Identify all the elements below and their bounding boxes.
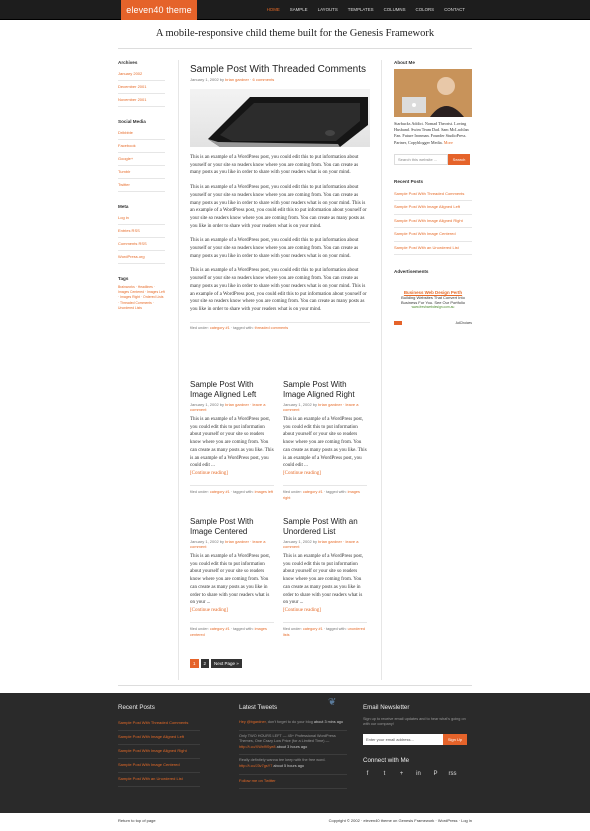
post-footer: [190, 322, 370, 330]
column-divider: [381, 60, 382, 680]
post-author-link[interactable]: brian gardner: [225, 402, 249, 407]
post-excerpt: This is an example of a WordPress post, you could edit this to put information about yourself or your site so readers know where you are coming from. You can create as many posts as you like in order to share with your readers what is on your ...: [283, 554, 364, 606]
tweet-time: about 3 hours ago: [276, 744, 308, 749]
tagged-label: · tagged with:: [230, 626, 254, 631]
post-comments-link[interactable]: · leave a comment: [283, 402, 359, 412]
meta-link-comments-rss[interactable]: Comments RSS: [118, 238, 165, 251]
recent-posts-heading: Recent Posts: [394, 178, 424, 184]
column-divider: [178, 60, 179, 680]
post-title[interactable]: Sample Post With Image Aligned Right: [283, 380, 355, 399]
tweet-text: don't forget to do your blog: [267, 720, 313, 724]
grid-post: [283, 517, 367, 638]
post-footer: [190, 485, 274, 495]
social-link-dribbble[interactable]: Dribbble: [118, 127, 165, 140]
ad-footer: [394, 321, 472, 325]
post-excerpt: This is an example of a WordPress post, you could edit this to put information about yourself or your site so readers know where you are coming from. You can create as many posts as you like in order to share with your readers what is on your ...: [190, 554, 271, 606]
post-date: January 1, 2002 by: [283, 539, 318, 544]
category-link[interactable]: category #1: [209, 325, 230, 330]
tweet-link[interactable]: http://t.co/XWxf9Sye8: [239, 744, 276, 749]
post-image-phone: [190, 89, 370, 147]
nav-contact[interactable]: CONTACT: [444, 7, 465, 12]
category-link[interactable]: category #1: [209, 489, 230, 494]
post-excerpt: This is an example of a WordPress post, you could edit this to put information about yourself or your site so readers know where you are coming from. You can create as many posts as you like. This is an example of a WordPress post, you could edit ...: [190, 417, 274, 469]
post-footer: [283, 485, 367, 501]
post-title[interactable]: Sample Post With an Unordered List: [283, 517, 358, 536]
nav-home[interactable]: HOME: [266, 7, 280, 12]
tweet-time: about 5 hours ago: [273, 763, 305, 768]
grid-post: [190, 517, 274, 638]
tweet-text: Really definitely wanna tee keep with the free word.: [239, 758, 326, 763]
post-paragraph: This is an example of a WordPress post, you could edit this to put information about yourself or your site so readers know where you are coming from. You can create as many posts as you like in order to share with your readers what is on your mind.: [190, 155, 359, 176]
post-meta: [283, 539, 367, 549]
archive-link[interactable]: January 2002: [118, 68, 165, 81]
tag-cloud[interactable]: Brainworks · Headlines · Images Centered · Images Left · Images Right · Ordered Lists · Threaded Comments · Unordered Lists: [118, 285, 165, 310]
avatar-photo: [394, 69, 472, 117]
meta-link-entries-rss[interactable]: Entries RSS: [118, 225, 165, 238]
footer-post-link[interactable]: Sample Post With an Unordered List: [118, 773, 200, 787]
ad-url[interactable]: www.freshwebdesign.com.au: [411, 305, 455, 310]
post-title[interactable]: Sample Post With Image Aligned Left: [190, 380, 257, 399]
post-author-link[interactable]: brian gardner: [225, 539, 249, 544]
continue-reading-link[interactable]: [Continue reading]: [190, 607, 228, 613]
post-meta: [190, 402, 274, 412]
footer-post-link[interactable]: Sample Post With Threaded Comments: [118, 717, 200, 731]
post-title[interactable]: Sample Post With Image Centered: [190, 517, 254, 536]
follow-twitter-link[interactable]: Follow me on Twitter: [239, 775, 347, 789]
bird-icon: ❦: [328, 697, 337, 708]
post-meta: January 1, 2002 by brian gardner · 6 comments: [190, 77, 275, 82]
continue-reading-link[interactable]: [Continue reading]: [283, 607, 321, 613]
bio-text: Starbucks Addict. Nomad Theorist. Loving Husband. Swim Team Dad. Sam McLachlan Fan. Future Ironman. Founder StudioPress. Partner, Copyblogger Media.: [394, 121, 469, 145]
main-nav: [262, 0, 470, 20]
meta-heading: Meta: [118, 204, 129, 209]
tweet-handle-link[interactable]: Hey @bgardner,: [239, 720, 267, 724]
left-sidebar: [118, 60, 165, 323]
post-title[interactable]: Sample Post With Threaded Comments: [190, 64, 367, 75]
post-author-link[interactable]: brian gardner: [318, 539, 342, 544]
post-date: January 1, 2002 by: [190, 402, 225, 407]
tag-link[interactable]: images centered: [190, 626, 267, 637]
social-link-facebook[interactable]: Facebook: [118, 140, 165, 153]
page-1-button[interactable]: 1: [190, 659, 199, 668]
linkedin-icon[interactable]: in: [416, 770, 421, 777]
archive-link[interactable]: December 2001: [118, 81, 165, 94]
tagged-label: · tagged with:: [323, 489, 347, 494]
footer-post-link[interactable]: Sample Post With Image Aligned Left: [118, 731, 200, 745]
footer-recent-heading: Recent Posts: [118, 704, 155, 711]
post-paragraph: This is an example of a WordPress post, you could edit this to put information about yourself or your site so readers know where you are coming from. You can create as many posts as you like in order to share with your readers what is on your mind. This is an example of a WordPress post, you could edit this to put information about yourself or your site so readers know where you are coming from. You can create as many posts as you like in order to share with your readers what is on your mind.: [190, 185, 367, 229]
post-date: January 1, 2002 by: [283, 402, 318, 407]
post-comments-link[interactable]: 6 comments: [252, 77, 275, 82]
recent-post-link[interactable]: Sample Post With Threaded Comments: [394, 188, 472, 202]
tagged-label: · tagged with:: [323, 626, 347, 631]
divider: [118, 685, 472, 686]
search-input[interactable]: Search this website ...: [394, 154, 448, 165]
tweet: [239, 717, 347, 731]
ad-title[interactable]: Business Web Design Perth: [403, 290, 463, 296]
tweets-heading: Latest Tweets: [239, 704, 278, 711]
filed-label: filed under:: [190, 489, 209, 494]
post-author-link[interactable]: brian gardner: [318, 402, 342, 407]
tag-link[interactable]: unordered lists: [283, 626, 365, 637]
copyright-text: Copyright © 2002 · eleven40 theme on Genesis Framework · WordPress · Log in: [328, 818, 472, 823]
post-date: January 1, 2002 by: [190, 77, 225, 82]
newsletter-form: [363, 734, 473, 745]
tag-link[interactable]: images left: [254, 489, 273, 494]
search-form: [394, 154, 472, 165]
post-footer: [283, 622, 367, 638]
recent-post-link[interactable]: Sample Post With Image Aligned Left: [394, 201, 472, 215]
nav-layouts[interactable]: LAYOUTS: [317, 7, 338, 12]
social-link-tumblr[interactable]: Tumblr: [118, 166, 165, 179]
meta-link-login[interactable]: Log in: [118, 212, 165, 225]
right-sidebar: [394, 60, 472, 325]
post-comments-link[interactable]: · leave a comment: [190, 539, 266, 549]
continue-reading-link[interactable]: [Continue reading]: [190, 470, 228, 476]
category-link[interactable]: category #1: [209, 626, 230, 631]
tags-heading: Tags: [118, 276, 129, 281]
filed-label: filed under:: [190, 626, 209, 631]
tweet: [239, 755, 347, 774]
pinterest-icon[interactable]: P: [433, 770, 438, 777]
category-link[interactable]: category #1: [302, 626, 323, 631]
post-excerpt: This is an example of a WordPress post, you could edit this to put information about yourself or your site so readers know where you are coming from. You can create as many posts as you like. This is an example of a WordPress post, you could edit ...: [283, 417, 367, 469]
footer-post-link[interactable]: Sample Post With Image Aligned Right: [118, 745, 200, 759]
footer-newsletter: [363, 704, 473, 779]
archives-heading: Archives: [118, 60, 138, 65]
adchoices-label[interactable]: AdChoices: [455, 321, 472, 326]
ad-nav-icon[interactable]: [394, 321, 402, 325]
divider: [118, 48, 472, 49]
ad-body: Building Websites That Convert Into Business For You. See Our Portfolio: [400, 295, 466, 306]
post-footer: [190, 622, 274, 638]
tagged-label: · tagged with:: [230, 325, 254, 330]
pagination: [190, 659, 244, 668]
filed-label: filed under:: [283, 626, 302, 631]
post-comments-link[interactable]: · leave a comment: [283, 539, 359, 549]
return-top-link[interactable]: Return to top of page: [118, 818, 156, 823]
grid-post: [190, 380, 274, 495]
twitter-icon[interactable]: t: [383, 770, 386, 777]
site-tagline: A mobile-responsive child theme built for the Genesis Framework: [155, 28, 435, 39]
next-page-button[interactable]: Next Page »: [211, 659, 242, 668]
nav-colors[interactable]: COLORS: [415, 7, 435, 12]
newsletter-email-input[interactable]: Enter your email address...: [363, 734, 443, 745]
tag-link[interactable]: threaded comments: [254, 325, 289, 330]
tweet-link[interactable]: http://t.co/J3v7gsY7: [239, 763, 273, 768]
post-comments-link[interactable]: · leave a comment: [190, 402, 266, 412]
footer-recent-posts: [118, 704, 200, 787]
nav-templates[interactable]: TEMPLATES: [347, 7, 374, 12]
main-post: [190, 64, 370, 330]
ad-unit[interactable]: [394, 290, 472, 325]
site-logo[interactable]: eleven40 theme: [121, 0, 197, 20]
rss-icon[interactable]: rss: [448, 770, 457, 777]
recent-post-link[interactable]: Sample Post With an Unordered List: [394, 242, 472, 256]
googleplus-icon[interactable]: +: [399, 770, 404, 777]
about-heading: About Me: [394, 60, 415, 65]
nav-columns[interactable]: COLUMNS: [383, 7, 406, 12]
social-link-twitter[interactable]: Twitter: [118, 179, 165, 192]
tweet-text: Only TWO HOURS LEFT — 45+ Professional WordPress Themes, One Crazy Low Price (for a Limited Time) —: [239, 733, 336, 744]
post-author-link[interactable]: brian gardner: [225, 77, 249, 82]
social-heading: Social Media: [118, 119, 146, 124]
footer-tweets: [239, 704, 347, 789]
bio-more-link[interactable]: More: [443, 139, 453, 145]
newsletter-signup-button[interactable]: Sign Up: [443, 734, 467, 745]
page-2-button[interactable]: 2: [201, 659, 210, 668]
recent-post-link[interactable]: Sample Post With Image Aligned Right: [394, 215, 472, 229]
connect-heading: Connect with Me: [363, 756, 410, 764]
social-icons: [363, 770, 473, 779]
post-date: January 1, 2002 by: [190, 539, 225, 544]
newsletter-text: Sign up to receive email updates and to hear what's going on with our company!: [363, 717, 466, 727]
bottom-bar: [0, 813, 590, 831]
post-meta: [190, 539, 274, 549]
tweet: [239, 731, 347, 756]
newsletter-heading: Email Newsletter: [363, 704, 410, 711]
tweet-time: about 3 mins ago: [313, 720, 344, 724]
recent-post-link[interactable]: Sample Post With Image Centered: [394, 228, 472, 242]
tagged-label: · tagged with:: [230, 489, 254, 494]
filed-label: filed under:: [283, 489, 302, 494]
footer-post-link[interactable]: Sample Post With Image Centered: [118, 759, 200, 773]
post-paragraph: This is an example of a WordPress post, you could edit this to put information about yourself or your site so readers know where you are coming from. You can create as many posts as you like in order to share with your readers what is on your mind.: [190, 238, 359, 259]
grid-post: [283, 380, 367, 501]
search-button[interactable]: Search: [448, 154, 470, 165]
category-link[interactable]: category #1: [302, 489, 323, 494]
top-bar: [0, 0, 590, 20]
facebook-icon[interactable]: f: [366, 770, 369, 777]
filed-label: filed under:: [190, 325, 209, 330]
post-meta: [283, 402, 367, 412]
author-bio: [394, 121, 472, 146]
meta-link-wordpress[interactable]: WordPress.org: [118, 251, 165, 264]
continue-reading-link[interactable]: [Continue reading]: [283, 470, 321, 476]
social-link-google[interactable]: Google+: [118, 153, 165, 166]
archive-link[interactable]: November 2001: [118, 94, 165, 107]
tag-link[interactable]: images right: [283, 489, 360, 500]
author-avatar: [394, 69, 472, 117]
nav-sample[interactable]: SAMPLE: [289, 7, 308, 12]
ads-heading: Advertisements: [394, 269, 429, 275]
post-paragraph: This is an example of a WordPress post, you could edit this to put information about yourself or your site so readers know where you are coming from. You can create as many posts as you like in order to share with your readers what is on your mind. This is an example of a WordPress post, you could edit this to put information about yourself or your site so readers know where you are coming from. You can create as many posts as you like in order to share with your readers what is on your mind.: [190, 268, 367, 312]
phone-illustration: [190, 89, 370, 147]
